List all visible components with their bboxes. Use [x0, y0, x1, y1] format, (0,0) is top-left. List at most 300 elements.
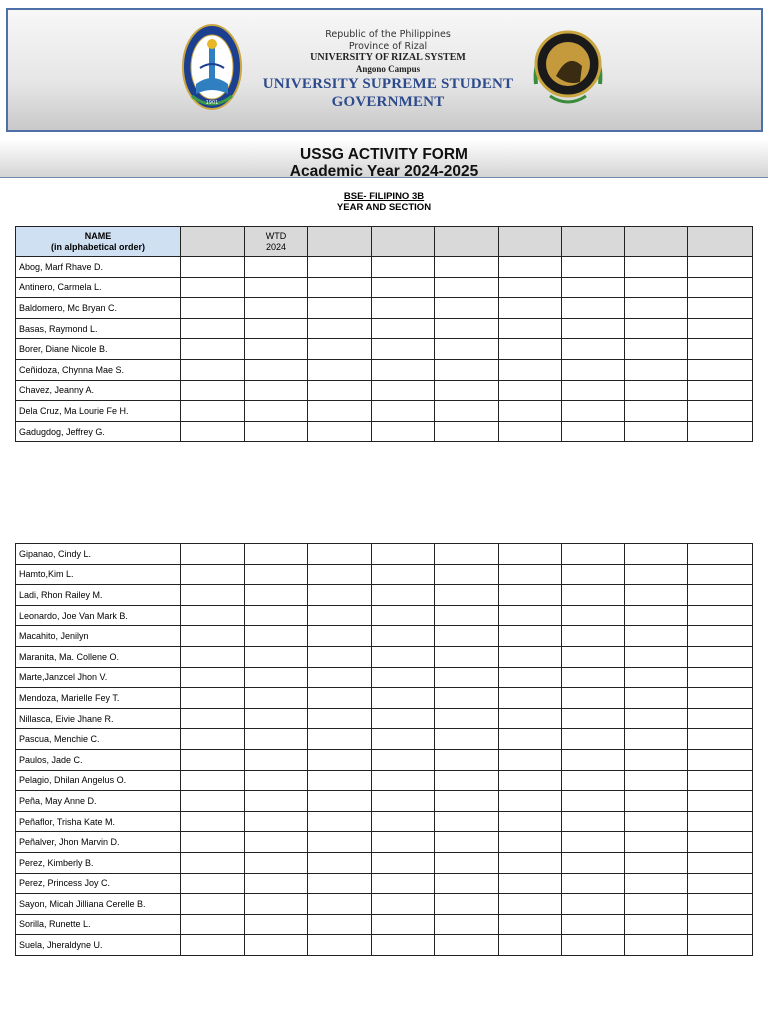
- attendance-cell[interactable]: [625, 791, 688, 812]
- attendance-cell[interactable]: [245, 380, 308, 401]
- attendance-cell[interactable]: [435, 708, 499, 729]
- attendance-cell[interactable]: [435, 749, 499, 770]
- attendance-cell[interactable]: [181, 667, 245, 688]
- attendance-cell[interactable]: [562, 791, 625, 812]
- attendance-cell[interactable]: [372, 544, 435, 565]
- attendance-cell[interactable]: [499, 749, 562, 770]
- attendance-cell[interactable]: [562, 564, 625, 585]
- attendance-cell[interactable]: [245, 318, 308, 339]
- attendance-cell[interactable]: [435, 770, 499, 791]
- attendance-cell[interactable]: [435, 832, 499, 853]
- attendance-cell[interactable]: [625, 585, 688, 606]
- attendance-cell[interactable]: [688, 729, 753, 750]
- attendance-cell[interactable]: [308, 791, 372, 812]
- attendance-cell[interactable]: [181, 605, 245, 626]
- attendance-cell[interactable]: [688, 257, 753, 278]
- attendance-cell[interactable]: [625, 298, 688, 319]
- attendance-cell[interactable]: [435, 298, 499, 319]
- attendance-cell[interactable]: [308, 708, 372, 729]
- attendance-cell[interactable]: [435, 626, 499, 647]
- table-row: [16, 605, 753, 626]
- attendance-cell[interactable]: [435, 380, 499, 401]
- attendance-cell[interactable]: [625, 852, 688, 873]
- attendance-cell[interactable]: [372, 914, 435, 935]
- attendance-cell[interactable]: [499, 626, 562, 647]
- attendance-cell[interactable]: [308, 852, 372, 873]
- attendance-cell[interactable]: [245, 914, 308, 935]
- table-row: [16, 339, 753, 360]
- attendance-cell[interactable]: [372, 298, 435, 319]
- attendance-cell[interactable]: [435, 873, 499, 894]
- attendance-cell[interactable]: [435, 564, 499, 585]
- attendance-cell[interactable]: [625, 401, 688, 422]
- attendance-cell[interactable]: [499, 277, 562, 298]
- student-name-cell: Baldomero, Mc Bryan C.: [16, 298, 181, 319]
- attendance-cell[interactable]: [181, 935, 245, 956]
- attendance-cell[interactable]: [562, 832, 625, 853]
- attendance-cell[interactable]: [499, 359, 562, 380]
- attendance-cell[interactable]: [245, 832, 308, 853]
- attendance-cell[interactable]: [181, 421, 245, 442]
- attendance-cell[interactable]: [308, 318, 372, 339]
- attendance-cell[interactable]: [499, 667, 562, 688]
- attendance-cell[interactable]: [688, 935, 753, 956]
- table-row: [16, 708, 753, 729]
- attendance-cell[interactable]: [562, 873, 625, 894]
- attendance-cell[interactable]: [245, 564, 308, 585]
- attendance-cell[interactable]: [688, 605, 753, 626]
- attendance-cell[interactable]: [245, 894, 308, 915]
- attendance-cell[interactable]: [688, 626, 753, 647]
- student-name-cell: Dela Cruz, Ma Lourie Fe H.: [16, 401, 181, 422]
- attendance-cell[interactable]: [372, 257, 435, 278]
- column-header: [499, 227, 562, 257]
- attendance-cell[interactable]: [435, 852, 499, 873]
- attendance-cell[interactable]: [688, 421, 753, 442]
- attendance-cell[interactable]: [625, 770, 688, 791]
- attendance-cell[interactable]: [308, 401, 372, 422]
- attendance-cell[interactable]: [181, 770, 245, 791]
- attendance-cell[interactable]: [372, 832, 435, 853]
- attendance-cell[interactable]: [308, 277, 372, 298]
- attendance-cell[interactable]: [245, 339, 308, 360]
- attendance-cell[interactable]: [562, 421, 625, 442]
- attendance-cell[interactable]: [372, 688, 435, 709]
- attendance-cell[interactable]: [435, 339, 499, 360]
- attendance-cell[interactable]: [372, 811, 435, 832]
- attendance-cell[interactable]: [499, 688, 562, 709]
- student-name-cell: Pelagio, Dhilan Angelus O.: [16, 770, 181, 791]
- attendance-cell[interactable]: [688, 811, 753, 832]
- attendance-cell[interactable]: [499, 339, 562, 360]
- attendance-cell[interactable]: [181, 339, 245, 360]
- column-header: [562, 227, 625, 257]
- attendance-cell[interactable]: [435, 914, 499, 935]
- attendance-cell[interactable]: [499, 605, 562, 626]
- org-name-line2: GOVERNMENT: [331, 94, 445, 110]
- attendance-cell[interactable]: [625, 339, 688, 360]
- attendance-cell[interactable]: [308, 564, 372, 585]
- attendance-cell[interactable]: [181, 257, 245, 278]
- attendance-cell[interactable]: [499, 729, 562, 750]
- attendance-cell[interactable]: [245, 257, 308, 278]
- attendance-cell[interactable]: [625, 544, 688, 565]
- attendance-cell[interactable]: [625, 380, 688, 401]
- attendance-cell[interactable]: [372, 401, 435, 422]
- attendance-cell[interactable]: [499, 544, 562, 565]
- attendance-cell[interactable]: [308, 257, 372, 278]
- attendance-cell[interactable]: [372, 339, 435, 360]
- attendance-cell[interactable]: [688, 791, 753, 812]
- attendance-cell[interactable]: [245, 298, 308, 319]
- attendance-cell[interactable]: [245, 852, 308, 873]
- attendance-cell[interactable]: [625, 729, 688, 750]
- attendance-cell[interactable]: [435, 811, 499, 832]
- attendance-cell[interactable]: [562, 626, 625, 647]
- attendance-cell[interactable]: [625, 914, 688, 935]
- attendance-cell[interactable]: [435, 359, 499, 380]
- attendance-cell[interactable]: [625, 646, 688, 667]
- attendance-cell[interactable]: [181, 277, 245, 298]
- attendance-cell[interactable]: [372, 380, 435, 401]
- attendance-cell[interactable]: [308, 894, 372, 915]
- attendance-cell[interactable]: [688, 708, 753, 729]
- attendance-cell[interactable]: [562, 605, 625, 626]
- attendance-cell[interactable]: [688, 667, 753, 688]
- attendance-cell[interactable]: [625, 935, 688, 956]
- attendance-cell[interactable]: [688, 401, 753, 422]
- attendance-cell[interactable]: [499, 770, 562, 791]
- attendance-cell[interactable]: [499, 585, 562, 606]
- attendance-cell[interactable]: [625, 749, 688, 770]
- attendance-cell[interactable]: [245, 688, 308, 709]
- attendance-cell[interactable]: [499, 873, 562, 894]
- attendance-cell[interactable]: [499, 564, 562, 585]
- attendance-cell[interactable]: [625, 626, 688, 647]
- attendance-cell[interactable]: [372, 749, 435, 770]
- attendance-cell[interactable]: [308, 770, 372, 791]
- attendance-cell[interactable]: [625, 421, 688, 442]
- attendance-cell[interactable]: [181, 811, 245, 832]
- attendance-cell[interactable]: [625, 894, 688, 915]
- attendance-cell[interactable]: [435, 646, 499, 667]
- student-name-cell: Abog, Marf Rhave D.: [16, 257, 181, 278]
- attendance-cell[interactable]: [372, 421, 435, 442]
- attendance-cell[interactable]: [499, 708, 562, 729]
- attendance-cell[interactable]: [435, 688, 499, 709]
- attendance-cell[interactable]: [181, 873, 245, 894]
- attendance-cell[interactable]: [245, 791, 308, 812]
- attendance-cell[interactable]: [499, 421, 562, 442]
- attendance-cell[interactable]: [499, 832, 562, 853]
- attendance-cell[interactable]: [688, 646, 753, 667]
- attendance-cell[interactable]: [181, 544, 245, 565]
- attendance-cell[interactable]: [625, 873, 688, 894]
- attendance-cell[interactable]: [688, 770, 753, 791]
- attendance-cell[interactable]: [435, 667, 499, 688]
- attendance-cell[interactable]: [499, 935, 562, 956]
- attendance-cell[interactable]: [499, 298, 562, 319]
- student-name-cell: Suela, Jheraldyne U.: [16, 935, 181, 956]
- attendance-cell[interactable]: [372, 277, 435, 298]
- attendance-cell[interactable]: [181, 852, 245, 873]
- attendance-cell[interactable]: [245, 359, 308, 380]
- attendance-cell[interactable]: [308, 626, 372, 647]
- attendance-cell[interactable]: [562, 667, 625, 688]
- table-row: [16, 667, 753, 688]
- attendance-cell[interactable]: [372, 852, 435, 873]
- column-header: [688, 227, 753, 257]
- attendance-cell[interactable]: [372, 708, 435, 729]
- attendance-cell[interactable]: [372, 667, 435, 688]
- attendance-cell[interactable]: [435, 421, 499, 442]
- attendance-cell[interactable]: [308, 298, 372, 319]
- attendance-cell[interactable]: [688, 894, 753, 915]
- attendance-cell[interactable]: [181, 646, 245, 667]
- attendance-cell[interactable]: [625, 564, 688, 585]
- attendance-cell[interactable]: [499, 914, 562, 935]
- attendance-cell[interactable]: [688, 298, 753, 319]
- table-row: [16, 277, 753, 298]
- attendance-cell[interactable]: [562, 359, 625, 380]
- attendance-cell[interactable]: [245, 873, 308, 894]
- attendance-cell[interactable]: [308, 729, 372, 750]
- attendance-cell[interactable]: [245, 811, 308, 832]
- attendance-cell[interactable]: [372, 585, 435, 606]
- attendance-cell[interactable]: [625, 811, 688, 832]
- attendance-cell[interactable]: [562, 646, 625, 667]
- attendance-cell[interactable]: [562, 298, 625, 319]
- attendance-cell[interactable]: [372, 318, 435, 339]
- attendance-cell[interactable]: [372, 770, 435, 791]
- attendance-cell[interactable]: [245, 708, 308, 729]
- attendance-cell[interactable]: [245, 544, 308, 565]
- attendance-cell[interactable]: [372, 626, 435, 647]
- table-row: [16, 811, 753, 832]
- attendance-cell[interactable]: [372, 894, 435, 915]
- attendance-cell[interactable]: [245, 277, 308, 298]
- attendance-cell[interactable]: [308, 935, 372, 956]
- attendance-cell[interactable]: [372, 873, 435, 894]
- attendance-cell[interactable]: [181, 791, 245, 812]
- attendance-cell[interactable]: [308, 585, 372, 606]
- attendance-cell[interactable]: [562, 708, 625, 729]
- attendance-cell[interactable]: [181, 564, 245, 585]
- attendance-cell[interactable]: [562, 401, 625, 422]
- attendance-cell[interactable]: [181, 749, 245, 770]
- attendance-cell[interactable]: [372, 564, 435, 585]
- student-name-cell: Paulos, Jade C.: [16, 749, 181, 770]
- attendance-cell[interactable]: [308, 667, 372, 688]
- attendance-cell[interactable]: [499, 318, 562, 339]
- attendance-cell[interactable]: [688, 339, 753, 360]
- attendance-cell[interactable]: [688, 749, 753, 770]
- attendance-cell[interactable]: [562, 935, 625, 956]
- attendance-cell[interactable]: [245, 935, 308, 956]
- table-row: [16, 544, 753, 565]
- attendance-cell[interactable]: [245, 585, 308, 606]
- student-name-cell: Marte,Janzcel Jhon V.: [16, 667, 181, 688]
- attendance-cell[interactable]: [308, 646, 372, 667]
- attendance-cell[interactable]: [562, 585, 625, 606]
- student-name-cell: Sorilla, Runette L.: [16, 914, 181, 935]
- org-name-line1: UNIVERSITY SUPREME STUDENT: [262, 76, 514, 92]
- form-title-band: [0, 139, 768, 178]
- attendance-cell[interactable]: [435, 401, 499, 422]
- attendance-cell[interactable]: [499, 646, 562, 667]
- attendance-cell[interactable]: [435, 318, 499, 339]
- attendance-cell[interactable]: [308, 811, 372, 832]
- attendance-cell[interactable]: [688, 832, 753, 853]
- student-name-cell: Macahito, Jenilyn: [16, 626, 181, 647]
- attendance-cell[interactable]: [562, 852, 625, 873]
- attendance-cell[interactable]: [499, 894, 562, 915]
- attendance-cell[interactable]: [435, 585, 499, 606]
- attendance-cell[interactable]: [435, 544, 499, 565]
- attendance-cell[interactable]: [499, 380, 562, 401]
- attendance-cell[interactable]: [308, 749, 372, 770]
- attendance-cell[interactable]: [181, 832, 245, 853]
- attendance-cell[interactable]: [435, 791, 499, 812]
- attendance-cell[interactable]: [181, 914, 245, 935]
- attendance-cell[interactable]: [625, 688, 688, 709]
- attendance-cell[interactable]: [562, 544, 625, 565]
- attendance-cell[interactable]: [245, 605, 308, 626]
- table-row: [16, 359, 753, 380]
- attendance-cell[interactable]: [625, 318, 688, 339]
- attendance-cell[interactable]: [181, 626, 245, 647]
- attendance-cell[interactable]: [562, 729, 625, 750]
- attendance-cell[interactable]: [625, 277, 688, 298]
- table-row: [16, 894, 753, 915]
- section-label: [0, 191, 768, 213]
- attendance-cell[interactable]: [308, 914, 372, 935]
- student-name-cell: Borer, Diane Nicole B.: [16, 339, 181, 360]
- attendance-cell[interactable]: [688, 359, 753, 380]
- attendance-table: [15, 226, 753, 442]
- attendance-cell[interactable]: [625, 708, 688, 729]
- attendance-cell[interactable]: [308, 359, 372, 380]
- attendance-cell[interactable]: [245, 729, 308, 750]
- attendance-cell[interactable]: [688, 688, 753, 709]
- province-line: Province of Rizal: [348, 40, 428, 52]
- table-row: [16, 626, 753, 647]
- attendance-cell[interactable]: [245, 646, 308, 667]
- attendance-cell[interactable]: [181, 708, 245, 729]
- attendance-cell[interactable]: [308, 873, 372, 894]
- attendance-cell[interactable]: [245, 421, 308, 442]
- attendance-cell[interactable]: [562, 894, 625, 915]
- attendance-cell[interactable]: [308, 688, 372, 709]
- seal-year: 1901: [205, 100, 219, 106]
- attendance-cell[interactable]: [181, 359, 245, 380]
- attendance-cell[interactable]: [562, 277, 625, 298]
- column-header: [435, 227, 499, 257]
- attendance-cell[interactable]: [562, 318, 625, 339]
- attendance-cell[interactable]: [372, 359, 435, 380]
- attendance-cell[interactable]: [435, 935, 499, 956]
- attendance-cell[interactable]: [625, 832, 688, 853]
- attendance-cell[interactable]: [245, 401, 308, 422]
- student-name-cell: Sayon, Micah Jilliana Cerelle B.: [16, 894, 181, 915]
- attendance-cell[interactable]: [435, 257, 499, 278]
- attendance-cell[interactable]: [435, 605, 499, 626]
- attendance-cell[interactable]: [562, 914, 625, 935]
- attendance-cell[interactable]: [562, 688, 625, 709]
- attendance-cell[interactable]: [688, 318, 753, 339]
- attendance-cell[interactable]: [625, 257, 688, 278]
- student-name-cell: Pascua, Menchie C.: [16, 729, 181, 750]
- attendance-cell[interactable]: [435, 277, 499, 298]
- attendance-cell[interactable]: [562, 749, 625, 770]
- attendance-cell[interactable]: [435, 894, 499, 915]
- attendance-cell[interactable]: [181, 380, 245, 401]
- attendance-cell[interactable]: [372, 646, 435, 667]
- name-column-header: NAME (in alphabetical order): [16, 227, 181, 257]
- attendance-cell[interactable]: [562, 339, 625, 360]
- attendance-cell[interactable]: [181, 729, 245, 750]
- attendance-cell[interactable]: [308, 544, 372, 565]
- attendance-cell[interactable]: [181, 298, 245, 319]
- attendance-cell[interactable]: [308, 421, 372, 442]
- student-name-cell: Peñalver, Jhon Marvin D.: [16, 832, 181, 853]
- attendance-cell[interactable]: [372, 935, 435, 956]
- attendance-cell[interactable]: [625, 605, 688, 626]
- attendance-cell[interactable]: [181, 318, 245, 339]
- attendance-cell[interactable]: [245, 626, 308, 647]
- attendance-cell[interactable]: [625, 667, 688, 688]
- attendance-cell[interactable]: [499, 257, 562, 278]
- attendance-cell[interactable]: [562, 770, 625, 791]
- student-name-cell: Hamto,Kim L.: [16, 564, 181, 585]
- attendance-cell[interactable]: [181, 585, 245, 606]
- attendance-cell[interactable]: [562, 257, 625, 278]
- attendance-cell[interactable]: [372, 605, 435, 626]
- attendance-cell[interactable]: [499, 401, 562, 422]
- attendance-cell[interactable]: [181, 894, 245, 915]
- attendance-cell[interactable]: [245, 667, 308, 688]
- attendance-cell[interactable]: [245, 749, 308, 770]
- attendance-cell[interactable]: [688, 380, 753, 401]
- attendance-cell[interactable]: [245, 770, 308, 791]
- attendance-cell[interactable]: [308, 832, 372, 853]
- attendance-cell[interactable]: [499, 852, 562, 873]
- attendance-cell[interactable]: [181, 401, 245, 422]
- attendance-cell[interactable]: [625, 359, 688, 380]
- attendance-cell[interactable]: [181, 688, 245, 709]
- attendance-cell[interactable]: [308, 380, 372, 401]
- table-row: [16, 688, 753, 709]
- attendance-cell[interactable]: [688, 585, 753, 606]
- attendance-cell[interactable]: [372, 729, 435, 750]
- attendance-cell[interactable]: [372, 791, 435, 812]
- attendance-cell[interactable]: [499, 811, 562, 832]
- column-header: [308, 227, 372, 257]
- attendance-cell[interactable]: [562, 380, 625, 401]
- attendance-cell[interactable]: [688, 564, 753, 585]
- attendance-cell[interactable]: [688, 544, 753, 565]
- attendance-cell[interactable]: [688, 873, 753, 894]
- attendance-cell[interactable]: [688, 852, 753, 873]
- attendance-cell[interactable]: [308, 339, 372, 360]
- attendance-cell[interactable]: [688, 914, 753, 935]
- attendance-cell[interactable]: [499, 791, 562, 812]
- attendance-cell[interactable]: [308, 605, 372, 626]
- attendance-cell[interactable]: [435, 729, 499, 750]
- attendance-cell[interactable]: [562, 811, 625, 832]
- campus-line: Angono Campus: [355, 64, 421, 74]
- attendance-cell[interactable]: [688, 277, 753, 298]
